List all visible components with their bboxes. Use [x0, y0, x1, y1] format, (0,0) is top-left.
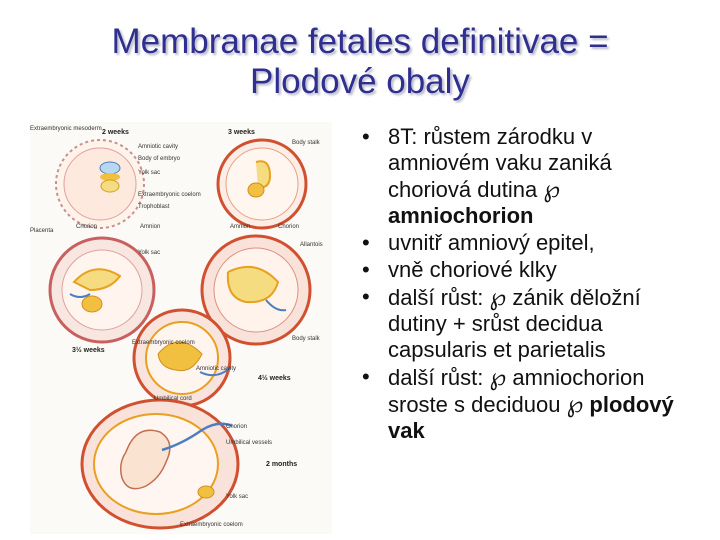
label-extraembryonic-mesoderm: Extraembryonic mesoderm [30, 126, 102, 132]
label-chorion-3: Chorion [226, 424, 248, 430]
bullet-5-text: další růst: [388, 365, 484, 390]
bullet-5-middle: amniochorion sroste s deciduou [388, 365, 645, 417]
bullet-dot: • [362, 230, 370, 255]
fetal-membranes-illustration [30, 122, 332, 534]
bullet-item-1 [362, 124, 692, 229]
label-amnion-1: Amnion [140, 224, 161, 230]
label-extraembryonic-coelom-2: Extraembryonic coelom [132, 340, 195, 346]
week-label-3-5: 3½ weeks [72, 347, 105, 354]
bullet-dot: • [362, 284, 370, 309]
label-umbilical-cord: Umbilical cord [154, 396, 192, 402]
bullet-1-bold: amniochorion [388, 203, 534, 228]
title-line-1: Membranae fetales definitivae = [111, 22, 609, 61]
label-amniotic-cavity-2: Amniotic cavity [196, 366, 237, 372]
bullet-item-2 [362, 230, 692, 256]
bullet-item-5 [362, 364, 692, 444]
bullet-2-text: uvnitř amniový epitel, [388, 230, 595, 255]
label-umbilical-vessels: Umbilical vessels [226, 440, 273, 446]
week-label-2-months: 2 months [266, 461, 298, 468]
label-yolk-sac: Yolk sac [138, 170, 161, 176]
week-label-2: 2 weeks [102, 129, 129, 136]
bullet-4-text: další růst: [388, 285, 484, 310]
panel-3-5-weeks-right [202, 224, 323, 344]
label-allantois: Allantois [300, 242, 323, 248]
bullet-dot: • [362, 257, 370, 282]
bullet-3-text: vně choriové klky [388, 257, 557, 282]
week-label-4-5: 4½ weeks [258, 375, 291, 382]
bullet-dot: • [362, 124, 370, 149]
slide-title [40, 22, 680, 102]
bullet-4-after: zánik děložní dutiny + srůst decidua capsularis et parietalis [388, 285, 641, 362]
arrow-symbol: ℘ [489, 283, 507, 311]
illustration-svg [30, 122, 332, 534]
arrow-symbol: ℘ [566, 390, 584, 418]
arrow-symbol: ℘ [543, 175, 561, 203]
label-amniotic-cavity: Amniotic cavity [138, 144, 179, 150]
label-body-of-embryo: Body of embryo [138, 156, 181, 162]
bullet-item-4 [362, 284, 692, 363]
label-chorion-1: Chorion [76, 224, 98, 230]
label-body-stalk-2: Body stalk [292, 336, 320, 342]
week-label-3: 3 weeks [228, 129, 255, 136]
label-amnion-2: Amnion [230, 224, 251, 230]
bullet-1-text: 8T: růstem zárodku v amniovém vaku zaniká choriová dutina [388, 124, 612, 202]
label-trophoblast: Trophoblast [138, 204, 170, 210]
label-extraembryonic-coelom-3: Extraembryonic coelom [180, 522, 243, 528]
bullet-dot: • [362, 364, 370, 389]
title-line-2: Plodové obaly [250, 62, 470, 101]
bullet-5-bold: plodový vak [388, 392, 674, 443]
panel-2-months [82, 396, 297, 528]
panel-3-weeks [218, 129, 321, 228]
label-yolk-sac-2: Yolk sac [138, 250, 161, 256]
label-extraembryonic-coelom: Extraembryonic coelom [138, 192, 201, 198]
panel-3-5-weeks-left [30, 224, 160, 342]
arrow-symbol: ℘ [489, 363, 507, 391]
bullet-list [362, 124, 692, 445]
label-body-stalk: Body stalk [292, 140, 320, 146]
panel-2-weeks [30, 126, 201, 228]
label-yolk-sac-3: Yolk sac [226, 494, 249, 500]
label-placenta: Placenta [30, 228, 54, 234]
bullet-item-3 [362, 257, 692, 283]
label-chorion-2: Chorion [278, 224, 300, 230]
